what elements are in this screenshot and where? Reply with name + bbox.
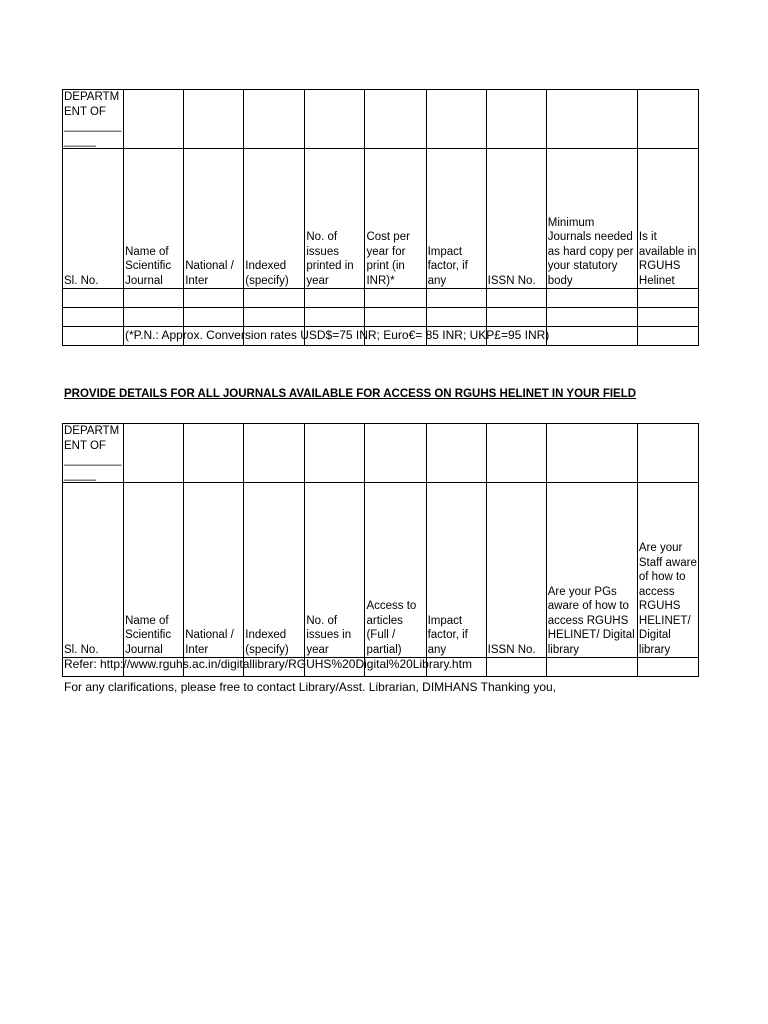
header-issn: ISSN No. [486, 483, 546, 658]
table-cell[interactable] [305, 308, 365, 327]
table-cell[interactable] [637, 308, 698, 327]
header-pgs-aware: Are your PGs aware of how to access RGUHS HELINET/ Digital library [546, 483, 637, 658]
table-cell[interactable] [365, 308, 426, 327]
empty-cell [124, 90, 184, 149]
empty-cell [426, 90, 486, 149]
empty-cell [637, 90, 698, 149]
department-label: DEPARTMENT OF ______________ [64, 91, 122, 147]
table-cell[interactable] [546, 658, 637, 677]
header-row [63, 483, 699, 658]
header-national-inter: National / Inter [184, 483, 244, 658]
department-row [63, 90, 699, 149]
department-cell [63, 424, 124, 483]
header-indexed: Indexed (specify) [244, 149, 305, 289]
table-cell[interactable] [63, 308, 124, 327]
helinet-journals-table [62, 423, 699, 677]
table-cell[interactable] [637, 289, 698, 308]
table-cell[interactable] [637, 658, 698, 677]
header-indexed: Indexed (specify) [244, 483, 305, 658]
table-cell[interactable] [546, 327, 637, 346]
header-journal-name: Name of Scientific Journal [124, 149, 184, 289]
table-cell[interactable] [124, 289, 184, 308]
empty-cell [486, 90, 546, 149]
table-cell[interactable] [546, 308, 637, 327]
table-cell[interactable] [546, 289, 637, 308]
reference-link[interactable]: Refer: http://www.rguhs.ac.in/digitallibrary/RGUHS%20Digital%20Library.htm [64, 657, 472, 671]
empty-cell [244, 424, 305, 483]
empty-cell [546, 90, 637, 149]
contact-note: For any clarifications, please free to contact Library/Asst. Librarian, DIMHANS Thanking you, [64, 680, 556, 694]
header-staff-aware: Are your Staff aware of how to access RGUHS HELINET/ Digital library [637, 483, 698, 658]
table-row [63, 289, 699, 308]
empty-cell [184, 90, 244, 149]
table-cell[interactable] [486, 289, 546, 308]
table-cell[interactable] [184, 308, 244, 327]
journal-requirements-table [62, 89, 699, 346]
empty-cell [305, 424, 365, 483]
table-cell[interactable] [244, 289, 305, 308]
table-cell[interactable] [426, 308, 486, 327]
empty-cell [546, 424, 637, 483]
table-cell[interactable] [63, 327, 124, 346]
header-sl-no: Sl. No. [63, 149, 124, 289]
table-cell[interactable] [637, 327, 698, 346]
header-impact-factor: Impact factor, if any [426, 483, 486, 658]
header-impact-factor: Impact factor, if any [426, 149, 486, 289]
header-row [63, 149, 699, 289]
header-issn: ISSN No. [486, 149, 546, 289]
table-cell[interactable] [305, 289, 365, 308]
empty-cell [426, 424, 486, 483]
header-minimum-journals: Minimum Journals needed as hard copy per your statutory body [546, 149, 637, 289]
department-row [63, 424, 699, 483]
department-label: DEPARTMENT OF ______________ [64, 425, 122, 481]
empty-cell [244, 90, 305, 149]
header-sl-no: Sl. No. [63, 483, 124, 658]
table-cell[interactable] [184, 289, 244, 308]
header-issues-printed: No. of issues printed in year [305, 149, 365, 289]
empty-cell [305, 90, 365, 149]
header-cost-per-year: Cost per year for print (in INR)* [365, 149, 426, 289]
empty-cell [124, 424, 184, 483]
table-row [63, 308, 699, 327]
table-cell[interactable] [426, 289, 486, 308]
conversion-rates-note: (*P.N.: Approx. Conversion rates USD$=75 INR; Euro€= 85 INR; UKP£=95 INR) [125, 328, 550, 342]
table-cell[interactable] [63, 289, 124, 308]
header-journal-name: Name of Scientific Journal [124, 483, 184, 658]
helinet-section-heading: PROVIDE DETAILS FOR ALL JOURNALS AVAILABLE FOR ACCESS ON RGUHS HELINET IN YOUR FIELD [64, 388, 637, 400]
table-cell[interactable] [124, 308, 184, 327]
empty-cell [184, 424, 244, 483]
empty-cell [486, 424, 546, 483]
header-access-to-articles: Access to articles (Full / partial) [365, 483, 426, 658]
table-cell[interactable] [486, 308, 546, 327]
empty-cell [365, 424, 426, 483]
header-available-helinet: Is it available in RGUHS Helinet [637, 149, 698, 289]
department-cell [63, 90, 124, 149]
empty-cell [365, 90, 426, 149]
header-issues-in-year: No. of issues in year [305, 483, 365, 658]
table-cell[interactable] [365, 289, 426, 308]
header-national-inter: National / Inter [184, 149, 244, 289]
empty-cell [637, 424, 698, 483]
table-cell[interactable] [244, 308, 305, 327]
table-cell[interactable] [486, 658, 546, 677]
